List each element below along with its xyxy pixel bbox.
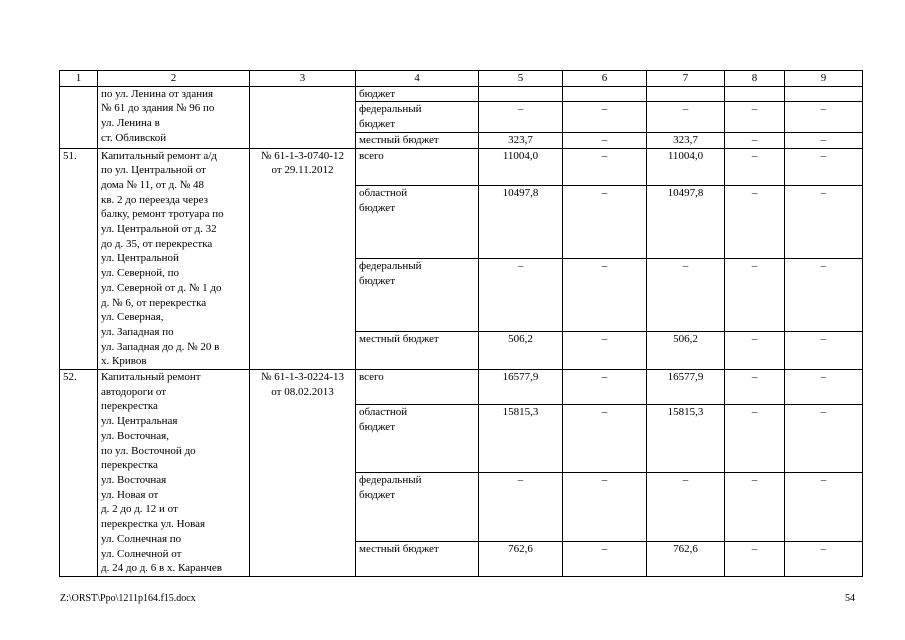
header-cell: 3 [250, 71, 356, 87]
item-registration-cell: № 61-1-3-0740-12 от 29.11.2012 [250, 148, 356, 370]
budget-label: всего [356, 370, 479, 405]
value-cell: – [785, 405, 863, 473]
item-number-cell: 52. [60, 370, 98, 577]
item-description-cell: по ул. Ленина от здания № 61 до здания № 96 по ул. Ленина в ст. Обливской [98, 86, 250, 148]
value-cell: – [563, 332, 647, 370]
budget-label: всего [356, 148, 479, 186]
budget-label: бюджет [356, 86, 479, 102]
value-cell: – [563, 473, 647, 541]
value-cell: – [563, 102, 647, 132]
value-cell: – [725, 259, 785, 332]
table-row [60, 370, 863, 405]
header-cell: 5 [479, 71, 563, 87]
value-cell: – [725, 332, 785, 370]
value-cell: – [785, 541, 863, 576]
value-cell: – [785, 259, 863, 332]
value-cell: – [563, 370, 647, 405]
value-cell: – [647, 102, 725, 132]
value-cell: – [479, 259, 563, 332]
value-cell: – [785, 186, 863, 259]
value-cell [563, 86, 647, 102]
value-cell: – [563, 405, 647, 473]
value-cell: 15815,3 [479, 405, 563, 473]
value-cell: – [725, 473, 785, 541]
value-cell: – [647, 473, 725, 541]
item-number-cell: 51. [60, 148, 98, 370]
value-cell [647, 86, 725, 102]
header-cell: 7 [647, 71, 725, 87]
value-cell: – [563, 186, 647, 259]
header-cell: 6 [563, 71, 647, 87]
budget-label: областной бюджет [356, 186, 479, 259]
value-cell: – [725, 370, 785, 405]
item-number-cell [60, 86, 98, 148]
item-description-cell: Капитальный ремонт а/д по ул. Центральной от дома № 11, от д. № 48 кв. 2 до переезда через балку, ремонт тротуара по ул. Цeнтральной от д. 32 до д. 35, от перекрестка ул. Центральной ул. Северной, по ул. Северной от д. № 1 до д. № 6, от перекрестка ул. Северная, ул. Западная по ул. Западная до д. № 20 в х. Кривов [98, 148, 250, 370]
value-cell: – [725, 148, 785, 186]
value-cell [725, 86, 785, 102]
budget-label: местный бюджет [356, 541, 479, 576]
value-cell: – [479, 102, 563, 132]
value-cell: 16577,9 [647, 370, 725, 405]
value-cell: – [647, 259, 725, 332]
value-cell: – [725, 405, 785, 473]
header-cell: 1 [60, 71, 98, 87]
header-cell: 2 [98, 71, 250, 87]
value-cell [479, 86, 563, 102]
value-cell: 762,6 [647, 541, 725, 576]
value-cell: – [563, 541, 647, 576]
page-number: 54 [845, 593, 855, 604]
value-cell: 10497,8 [647, 186, 725, 259]
item-registration-cell: № 61-1-3-0224-13 от 08.02.2013 [250, 370, 356, 577]
budget-label: федеральный бюджет [356, 102, 479, 132]
value-cell: 323,7 [647, 132, 725, 148]
value-cell: 10497,8 [479, 186, 563, 259]
budget-label: местный бюджет [356, 332, 479, 370]
header-cell: 9 [785, 71, 863, 87]
budget-label: областной бюджет [356, 405, 479, 473]
value-cell: 506,2 [647, 332, 725, 370]
budget-label: местный бюджет [356, 132, 479, 148]
value-cell: – [785, 148, 863, 186]
table-row [60, 86, 863, 102]
value-cell [785, 86, 863, 102]
value-cell: – [725, 541, 785, 576]
value-cell: – [479, 473, 563, 541]
file-path: Z:\ORST\Ppo\1211p164.f15.docx [60, 593, 196, 604]
value-cell: 11004,0 [647, 148, 725, 186]
header-row [60, 71, 863, 87]
budget-label: федеральный бюджет [356, 259, 479, 332]
value-cell: – [725, 102, 785, 132]
value-cell: – [785, 132, 863, 148]
financing-table [59, 70, 863, 577]
value-cell: – [563, 132, 647, 148]
value-cell: – [785, 102, 863, 132]
header-cell: 4 [356, 71, 479, 87]
value-cell: 506,2 [479, 332, 563, 370]
budget-label: федеральный бюджет [356, 473, 479, 541]
value-cell: – [563, 259, 647, 332]
value-cell: 11004,0 [479, 148, 563, 186]
value-cell: – [785, 370, 863, 405]
table-row [60, 148, 863, 186]
value-cell: – [725, 186, 785, 259]
value-cell: – [785, 332, 863, 370]
value-cell: – [563, 148, 647, 186]
item-description-cell: Капитальный ремонт автодороги от перекрестка ул. Центральная ул. Восточная, по ул. Восточной до перекрестка ул. Восточная ул. Новая от д. 2 до д. 12 и от перекрестка ул. Новая ул. Солнечная по ул. Солнечной от д. 24 до д. 6 в х. Каранчев [98, 370, 250, 577]
value-cell: – [785, 473, 863, 541]
header-cell: 8 [725, 71, 785, 87]
value-cell: 762,6 [479, 541, 563, 576]
value-cell: 323,7 [479, 132, 563, 148]
value-cell: 16577,9 [479, 370, 563, 405]
document-page [59, 70, 863, 577]
item-registration-cell [250, 86, 356, 148]
value-cell: 15815,3 [647, 405, 725, 473]
value-cell: – [725, 132, 785, 148]
